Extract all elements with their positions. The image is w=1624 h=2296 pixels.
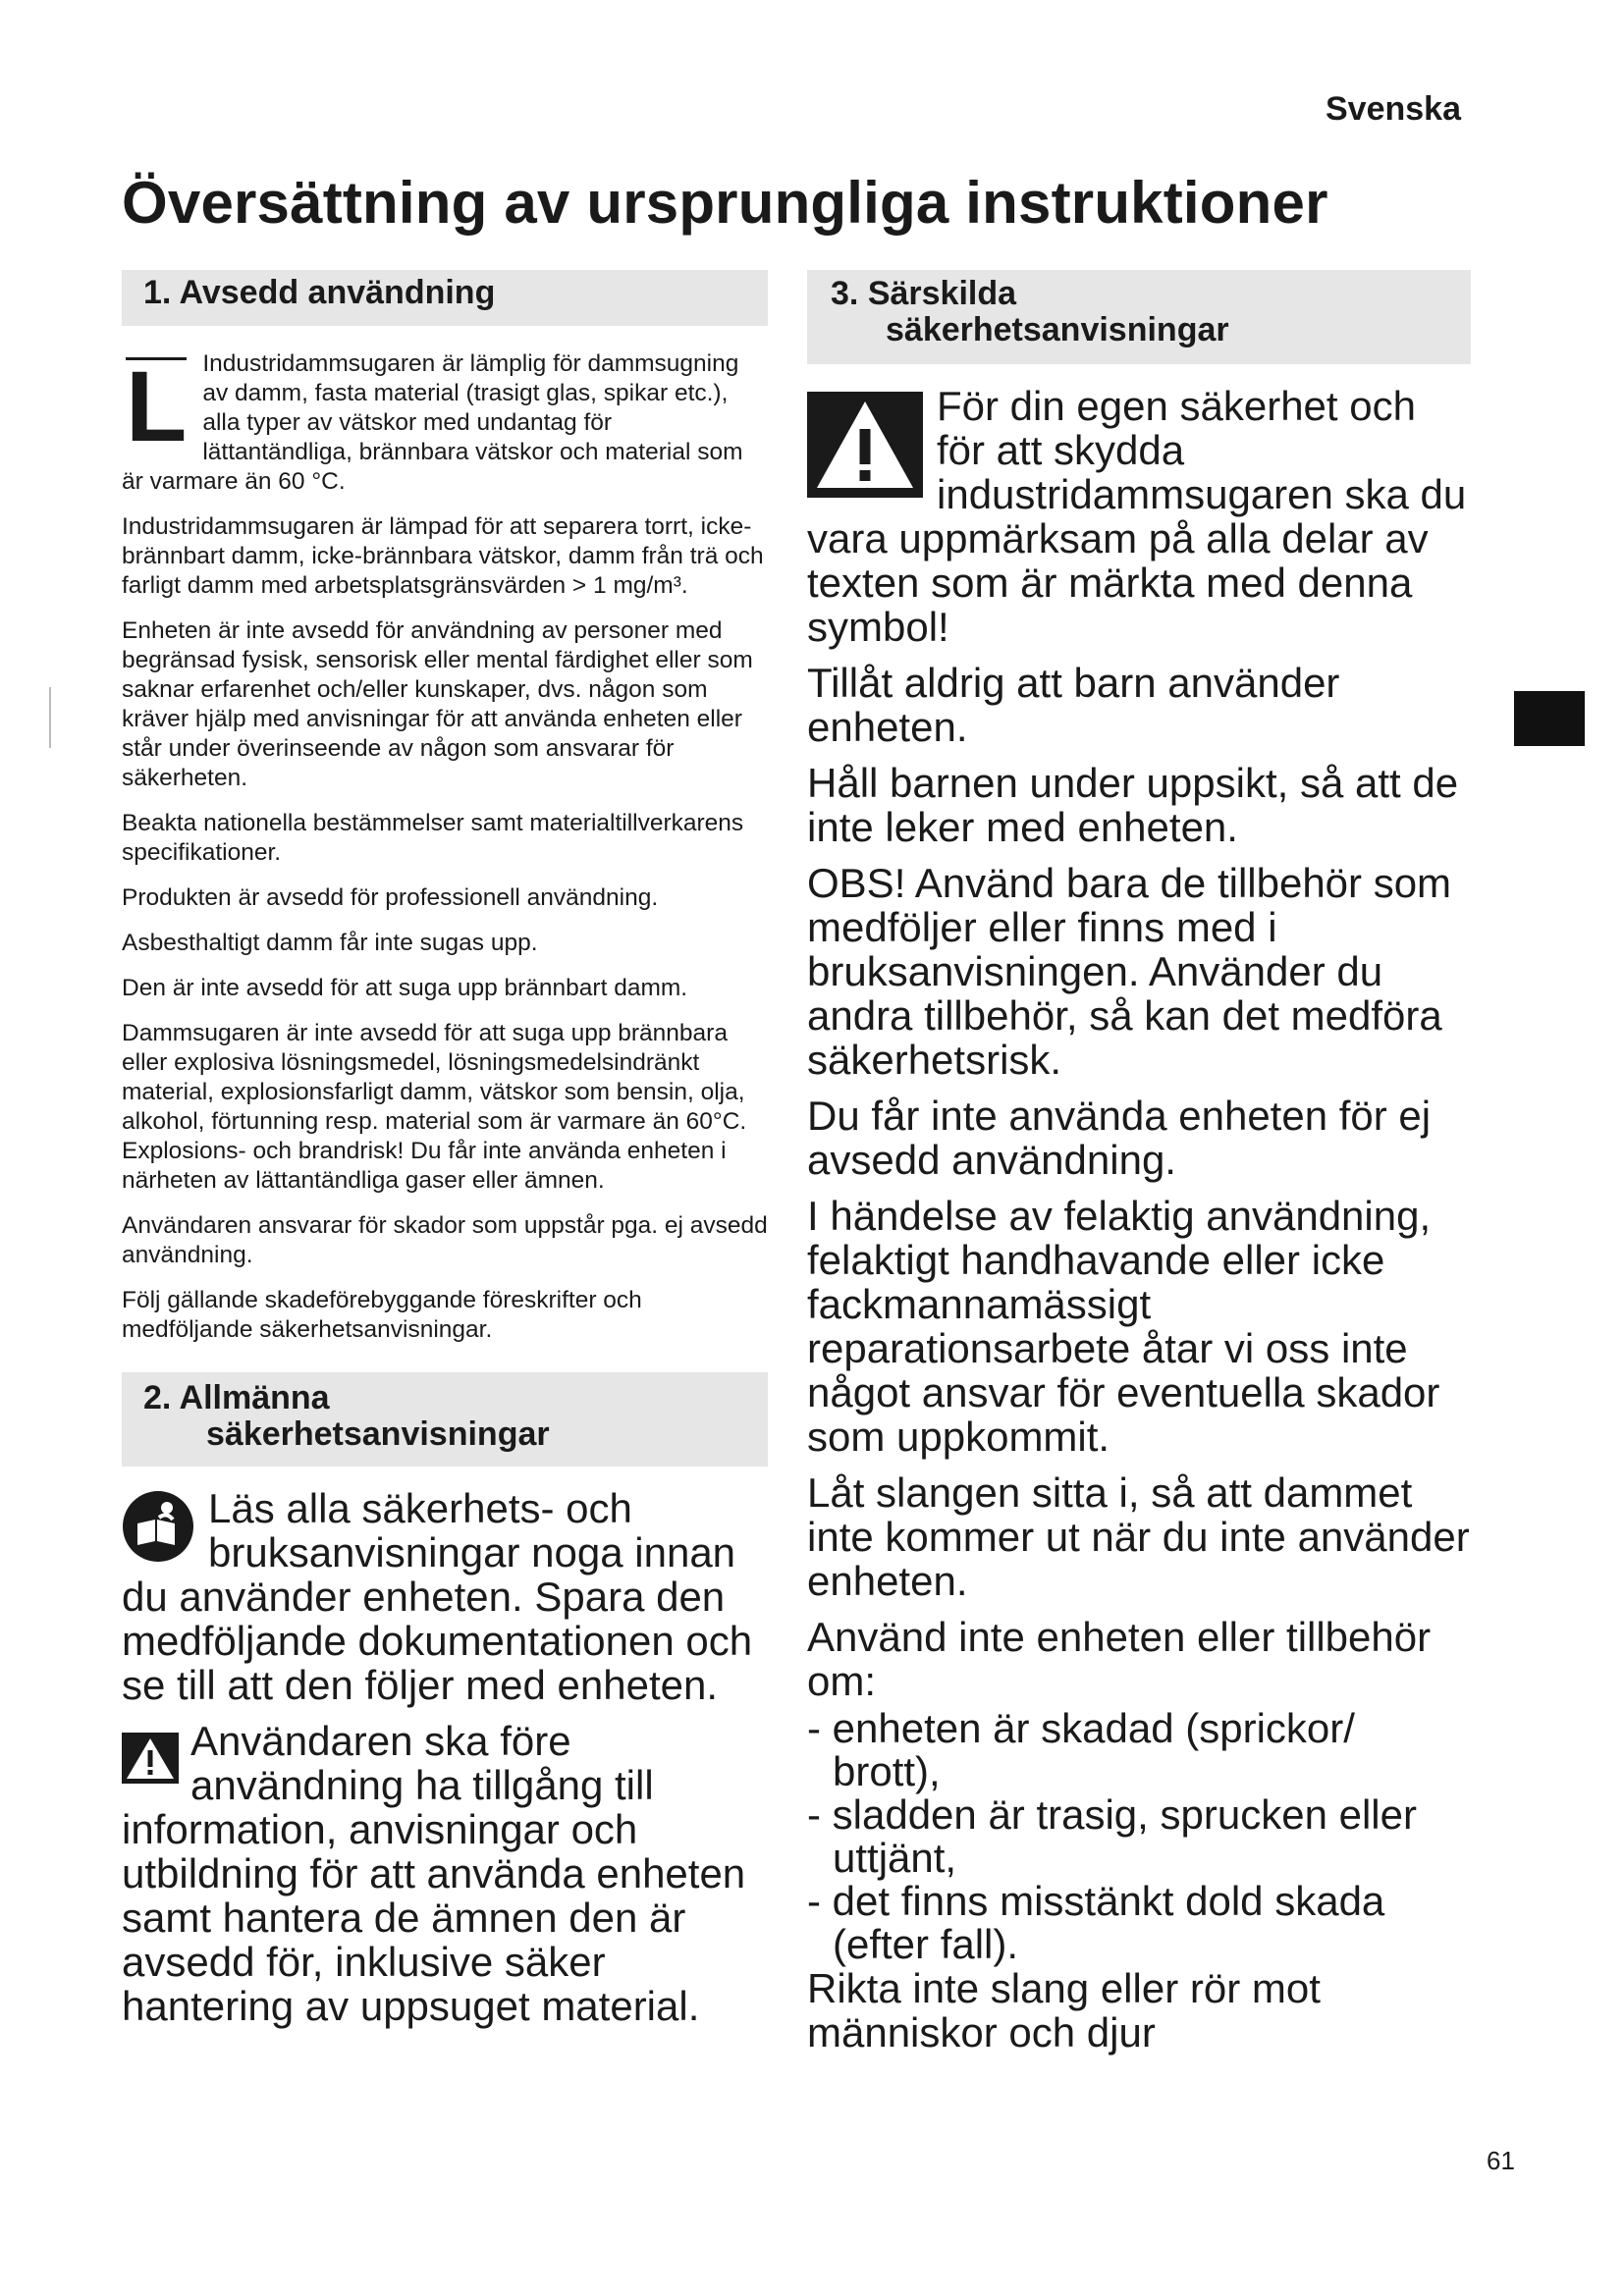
warning-icon-large	[807, 392, 923, 506]
paragraph: Du får inte använda enheten för ej avsedd användning.	[807, 1093, 1432, 1183]
section-3-title-line1: Särskilda	[867, 275, 1017, 312]
section-3-number: 3.	[831, 275, 859, 312]
paragraph: Beakta nationella bestämmelser samt materialtillverkarens specifikationer.	[122, 810, 744, 866]
section-1-body	[122, 349, 768, 1345]
margin-mark	[49, 687, 51, 748]
paragraph: Asbesthaltigt damm får inte sugas upp.	[122, 930, 538, 956]
section-1-title: Avsedd användning	[179, 274, 496, 311]
paragraph: Produkten är avsedd för professionell användning.	[122, 884, 659, 911]
drop-cap: L	[126, 350, 188, 462]
paragraph: I händelse av felaktig användning, felaktigt handhavande eller icke fackmannamässigt reparationsarbete åtar vi oss inte något ansvar för eventuella skador som uppkommit.	[807, 1193, 1440, 1460]
section-2-heading	[122, 1372, 768, 1467]
language-label: Svenska	[1326, 90, 1461, 128]
paragraph: Dammsugaren är inte avsedd för att suga upp brännbara eller explosiva lösningsmedel, lösningsmedelsindränkt material, explosionsfarligt damm, vätskor som bensin, olja, alkohol, förtunning resp. material som är varmare än 60°C. Explosions- och brandrisk! Du får inte använda enheten i närheten av lättantändliga gaser eller ämnen.	[122, 1020, 747, 1194]
section-3-heading	[807, 270, 1471, 364]
intro-paragraph: L Industridammsugaren är lämplig för dammsugning av damm, fasta material (trasigt glas, spikar etc.), alla typer av vätskor med undantag för lättantändliga, brännbara vätskor och material som är varmare än 60 °C.	[122, 350, 743, 495]
symbol-notice-paragraph: För din egen säkerhet och för att skydda industridammsugaren ska du vara uppmärksam på alla delar av texten som är märkta med denna symbol!	[807, 383, 1467, 650]
warning-icon	[122, 1733, 179, 1791]
section-2-number: 2.	[143, 1379, 172, 1416]
section-3-body	[807, 384, 1471, 2055]
paragraph: Håll barnen under uppsikt, så att de inte leker med enheten.	[807, 760, 1459, 850]
left-column	[122, 270, 768, 2040]
paragraph: OBS! Använd bara de tillbehör som medföljer eller finns med i bruksanvisningen. Använder du andra tillbehör, så kan det medföra säkerhetsrisk.	[807, 860, 1452, 1083]
paragraph: Den är inte avsedd för att suga upp brännbart damm.	[122, 975, 688, 1001]
paragraph: Tillåt aldrig att barn använder enheten.	[807, 660, 1340, 750]
section-1-number: 1.	[143, 274, 172, 311]
paragraph: Följ gällande skadeförebyggande föreskrifter och medföljande säkerhetsanvisningar.	[122, 1287, 642, 1343]
list-item: - sladden är trasig, sprucken eller uttjänt,	[807, 1791, 1417, 1881]
section-1-heading	[122, 270, 768, 326]
page-number: 61	[1487, 2146, 1515, 2175]
section-2-title-line2: säkerhetsanvisningar	[206, 1415, 550, 1453]
section-3-title-line2: säkerhetsanvisningar	[886, 311, 1229, 348]
final-paragraph: Rikta inte slang eller rör mot människor och djur	[807, 1965, 1321, 2056]
section-tab-marker	[1514, 691, 1585, 746]
paragraph: Låt slangen sitta i, så att dammet inte kommer ut när du inte använder enheten.	[807, 1469, 1470, 1604]
paragraph: Industridammsugaren är lämpad för att separera torrt, icke-brännbart damm, icke-brännbara vätskor, damm från trä och farligt damm med arbetsplatsgränsvärden > 1 mg/m³.	[122, 513, 764, 599]
read-instructions-paragraph: Läs alla säkerhets- och bruksanvisningar noga innan du använder enheten. Spara den medföljande dokumentationen och se till att den följer med enheten.	[122, 1485, 753, 1708]
list-item: - enheten är skadad (sprickor/ brott),	[807, 1705, 1355, 1794]
list-item: - det finns misstänkt dold skada (efter fall).	[807, 1878, 1385, 1967]
user-training-paragraph: Användaren ska före användning ha tillgång till information, anvisningar och utbildning för att använda enheten samt hantera de ämnen den är avsedd för, inklusive säker hantering av uppsuget material.	[122, 1718, 746, 2029]
page-title: Översättning av ursprungliga instruktioner	[122, 170, 1328, 236]
section-2-title-line1: Allmänna	[179, 1379, 330, 1416]
right-column	[807, 270, 1471, 2066]
paragraph: Enheten är inte avsedd för användning av personer med begränsad fysisk, sensorisk eller mental färdighet eller som saknar erfarenhet och/eller kunskaper, dvs. någon som kräver hjälp med anvisningar för att använda enheten eller står under överinseende av någon som ansvarar för säkerheten.	[122, 617, 753, 791]
damage-conditions-list	[807, 1707, 1471, 1966]
paragraph: Använd inte enheten eller tillbehör om:	[807, 1614, 1432, 1704]
section-2-body	[122, 1486, 768, 2028]
read-manual-icon	[122, 1490, 194, 1571]
paragraph: Användaren ansvarar för skador som uppstår pga. ej avsedd användning.	[122, 1212, 768, 1268]
